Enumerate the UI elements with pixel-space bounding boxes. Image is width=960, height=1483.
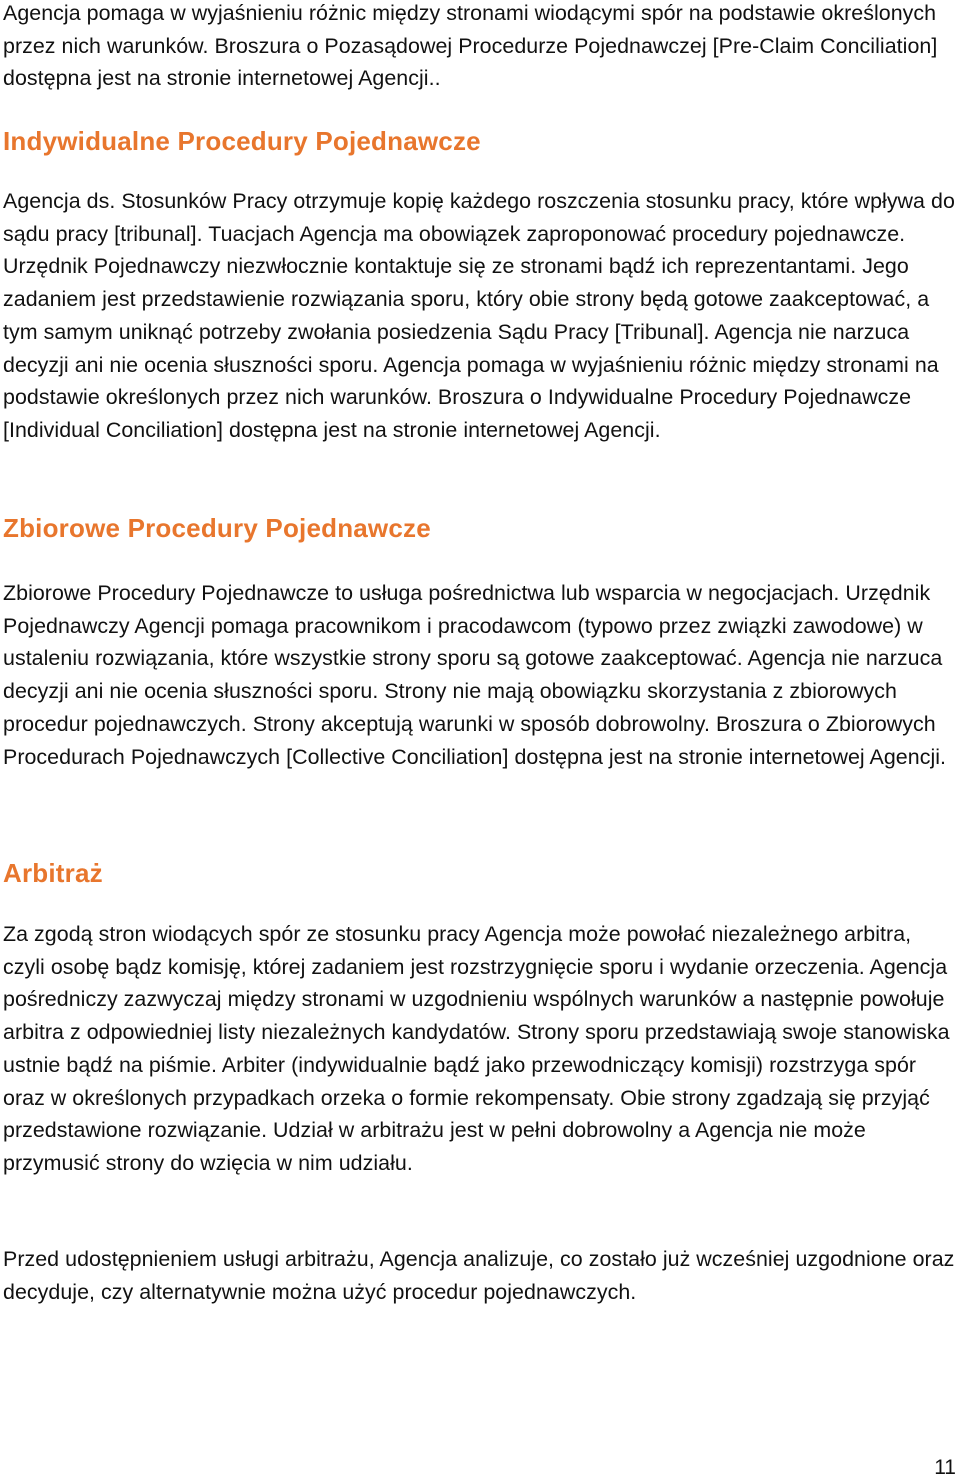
individual-conciliation-paragraph: Agencja ds. Stosunków Pracy otrzymuje kopię każdego roszczenia stosunku pracy, które wpływa do sądu pracy [tribunal]. Tuacjach Agencja ma obowiązek zaproponować procedury pojednawcze. Urzędnik Pojednawczy niezwłocznie kontaktuje się ze stronami bądź ich reprezentantami. Jego zadaniem jest przedstawienie rozwiązania sporu, który obie strony będą gotowe zaakceptować, a tym samym uniknąć potrzeby zwołania posiedzenia Sądu Pracy [Tribunal]. Agencja nie narzuca decyzji ani nie ocenia słuszności sporu. Agencja pomaga w wyjaśnieniu różnic między stronami na podstawie określonych przez nich warunków. Broszura o Indywidualne Procedury Pojednawcze [Individual Conciliation] dostępna jest na stronie internetowej Agencji. bbox=[3, 189, 955, 442]
page-number: 11 bbox=[934, 1456, 956, 1479]
collective-conciliation-paragraph: Zbiorowe Procedury Pojednawcze to usługa pośrednictwa lub wsparcia w negocjacjach. Urzędnik Pojednawczy Agencji pomaga pracownikom i pracodawcom (typowo przez związki zawodowe) w ustaleniu rozwiązania, które wszystkie strony sporu są gotowe zaakceptować. Agencja nie narzuca decyzji ani nie ocenia słuszności sporu. Strony nie mają obowiązku skorzystania z zbiorowych procedur pojednawczych. Strony akceptują warunki w sposób dobrowolny. Broszura o Zbiorowych Procedurach Pojednawczych [Collective Conciliation] dostępna jest na stronie internetowej Agencji. bbox=[3, 581, 947, 769]
section-heading-arbitration: Arbitraż bbox=[3, 858, 103, 888]
arbitration-paragraph-2: Przed udostępnieniem usługi arbitrażu, Agencja analizuje, co zostało już wcześniej uzgodnione oraz decyduje, czy alternatywnie można użyć procedur pojednawczych. bbox=[3, 1247, 955, 1304]
arbitration-paragraph-1: Za zgodą stron wiodących spór ze stosunku pracy Agencja może powołać niezależnego arbitra, czyli osobę bądz komisję, której zadaniem jest rozstrzygnięcie sporu i wydanie orzeczenia. Agencja pośredniczy zazwyczaj między stronami w uzgodnieniu wspólnych warunków a następnie powołuje arbitra z odpowiedniej listy niezależnych kandydatów. Strony sporu przedstawiają swoje stanowiska ustnie bądź na piśmie. Arbiter (indywidualnie bądź jako przewodniczący komisji) rozstrzyga spór oraz w określonych przypadkach orzeka o formie rekompensaty. Obie strony zgadzają się przyjąć przedstawione rozwiązanie. Udział w arbitrażu jest w pełni dobrowolny a Agencja nie może przymusić strony do wzięcia w nim udziału. bbox=[3, 922, 950, 1175]
section-heading-individual-conciliation: Indywidualne Procedury Pojednawcze bbox=[3, 126, 481, 156]
section-heading-collective-conciliation: Zbiorowe Procedury Pojednawcze bbox=[3, 513, 431, 543]
intro-paragraph: Agencja pomaga w wyjaśnieniu różnic między stronami wiodącymi spór na podstawie określonych przez nich warunków. Broszura o Pozasądowej Procedurze Pojednawczej [Pre-Claim Conciliation] dostępna jest na stronie internetowej Agencji.. bbox=[3, 1, 938, 91]
